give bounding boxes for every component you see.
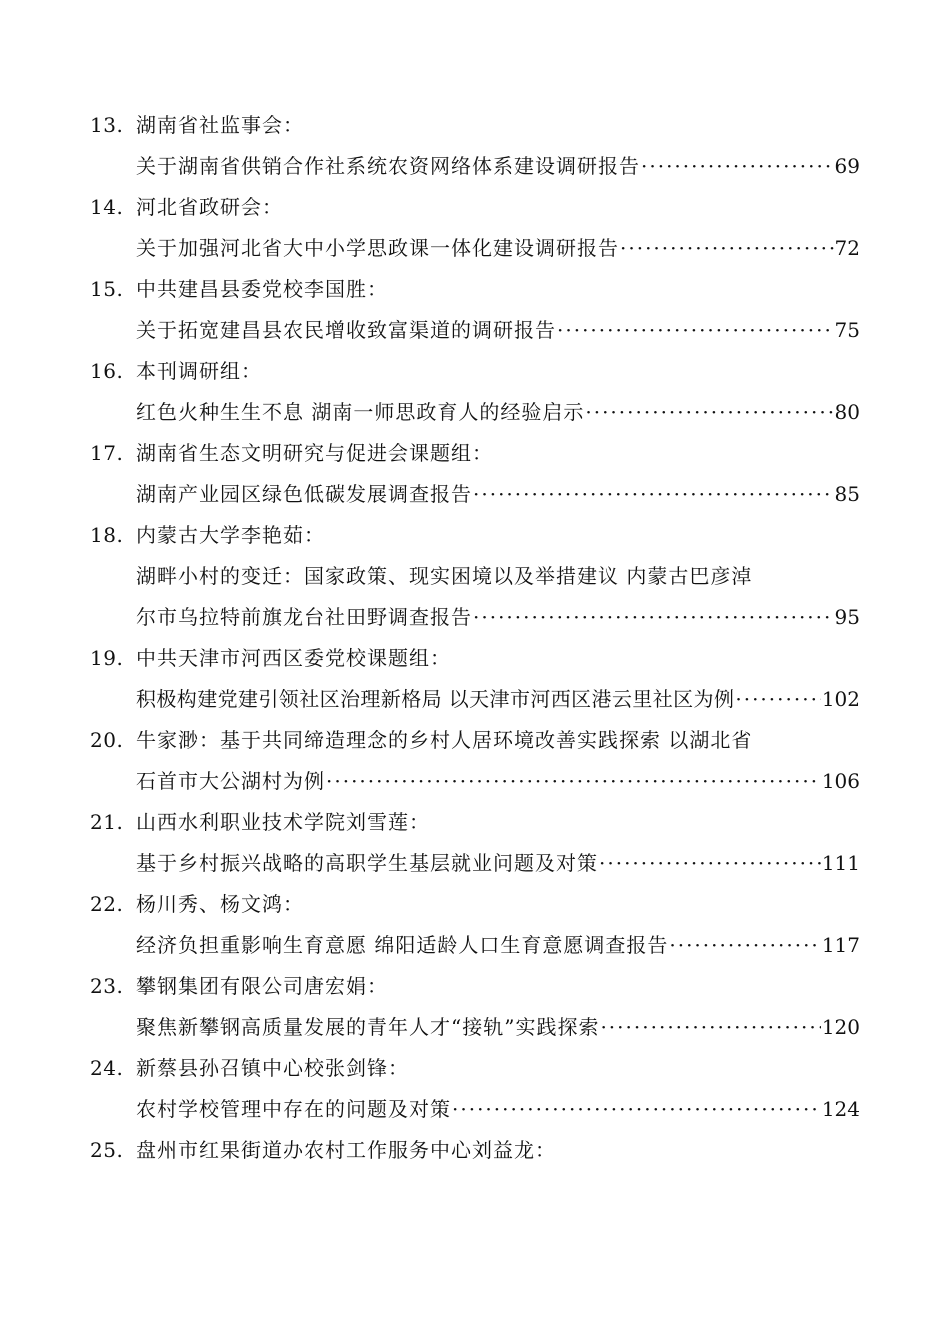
entry-number: 14. — [90, 195, 124, 219]
toc-entry — [90, 187, 860, 269]
entry-title: 聚焦新攀钢高质量发展的青年人才“接轨”实践探索 — [136, 1015, 600, 1039]
entry-author: 湖南省生态文明研究与促进会课题组： — [136, 441, 493, 465]
entry-title: 湖南产业园区绿色低碳发展调查报告 — [136, 482, 472, 506]
dot-leader — [473, 474, 834, 515]
entry-number: 20. — [90, 728, 124, 752]
page-number: 120 — [821, 1015, 860, 1039]
entry-title-line[interactable] — [90, 925, 860, 966]
entry-title: 经济负担重影响生育意愿 绵阳适龄人口生育意愿调查报告 — [136, 933, 669, 957]
entry-author: 盘州市红果街道办农村工作服务中心刘益龙： — [136, 1138, 556, 1162]
entry-title-line[interactable] — [90, 310, 860, 351]
dot-leader — [641, 146, 834, 187]
page-number: 124 — [821, 1097, 860, 1121]
entry-title-line[interactable] — [90, 556, 860, 597]
entry-author: 中共建昌县委党校李国胜： — [136, 277, 388, 301]
entry-number: 25. — [90, 1138, 124, 1162]
entry-number: 22. — [90, 892, 124, 916]
toc-entry — [90, 269, 860, 351]
entry-author: 河北省政研会： — [136, 195, 283, 219]
page-number: 72 — [834, 236, 860, 260]
entry-author: 内蒙古大学李艳茹： — [136, 523, 325, 547]
page-number: 75 — [834, 318, 860, 342]
entry-number: 24. — [90, 1056, 124, 1080]
dot-leader — [620, 228, 834, 269]
toc-entry — [90, 351, 860, 433]
toc-entry — [90, 720, 860, 802]
dot-leader — [557, 310, 834, 351]
entry-number: 19. — [90, 646, 124, 670]
toc-entry — [90, 966, 860, 1048]
entry-title: 石首市大公湖村为例 — [136, 769, 325, 793]
entry-title-line[interactable] — [90, 843, 860, 884]
entry-number: 15. — [90, 277, 124, 301]
entry-author: 湖南省社监事会： — [136, 113, 304, 137]
entry-title-line[interactable] — [90, 228, 860, 269]
entry-title-line[interactable] — [90, 761, 860, 802]
entry-author: 攀钢集团有限公司唐宏娟： — [136, 974, 388, 998]
toc-entry — [90, 638, 860, 720]
entry-title-line[interactable] — [90, 597, 860, 638]
dot-leader — [452, 1089, 821, 1130]
toc-entry — [90, 433, 860, 515]
entry-number: 13. — [90, 113, 124, 137]
entry-author: 本刊调研组： — [136, 359, 262, 383]
page-number: 69 — [834, 154, 860, 178]
entry-title: 农村学校管理中存在的问题及对策 — [136, 1097, 451, 1121]
page-number: 106 — [821, 769, 860, 793]
entry-title: 湖畔小村的变迁：国家政策、现实困境以及举措建议 内蒙古巴彦淖 — [136, 564, 753, 588]
dot-leader — [735, 679, 820, 720]
page-number: 117 — [821, 933, 860, 957]
page-number: 95 — [834, 605, 860, 629]
entry-title-line[interactable] — [90, 474, 860, 515]
toc-entry — [90, 1130, 860, 1171]
entry-title: 积极构建党建引领社区治理新格局 以天津市河西区港云里社区为例 — [136, 687, 735, 711]
entry-title: 关于拓宽建昌县农民增收致富渠道的调研报告 — [136, 318, 556, 342]
page-number: 102 — [821, 687, 860, 711]
dot-leader — [600, 1007, 820, 1048]
entry-title-continued: 尔市乌拉特前旗龙台社田野调查报告 — [136, 605, 472, 629]
page-number: 85 — [834, 482, 860, 506]
dot-leader — [326, 761, 821, 802]
entry-title-line[interactable] — [90, 679, 860, 720]
entry-title: 关于加强河北省大中小学思政课一体化建设调研报告 — [136, 236, 619, 260]
page-number: 111 — [821, 851, 860, 875]
entry-author: 杨川秀、杨文鸿： — [136, 892, 304, 916]
page-number: 80 — [834, 400, 860, 424]
table-of-contents — [90, 105, 860, 1171]
entry-number: 16. — [90, 359, 124, 383]
dot-leader — [669, 925, 820, 966]
entry-title-line[interactable] — [90, 146, 860, 187]
entry-title-line[interactable] — [90, 1007, 860, 1048]
entry-title: 红色火种生生不息 湖南一师思政育人的经验启示 — [136, 400, 585, 424]
entry-title-line[interactable] — [90, 1089, 860, 1130]
entry-number: 23. — [90, 974, 124, 998]
entry-author: 山西水利职业技术学院刘雪莲： — [136, 810, 430, 834]
entry-author: 牛家渺：基于共同缔造理念的乡村人居环境改善实践探索 以湖北省 — [136, 728, 753, 752]
toc-entry — [90, 1048, 860, 1130]
entry-title: 基于乡村振兴战略的高职学生基层就业问题及对策 — [136, 851, 598, 875]
toc-entry — [90, 515, 860, 638]
entry-title-line[interactable] — [90, 392, 860, 433]
entry-author: 新蔡县孙召镇中心校张剑锋： — [136, 1056, 409, 1080]
entry-number: 17. — [90, 441, 124, 465]
dot-leader — [585, 392, 833, 433]
dot-leader — [473, 597, 834, 638]
toc-entry — [90, 105, 860, 187]
entry-title: 关于湖南省供销合作社系统农资网络体系建设调研报告 — [136, 154, 640, 178]
toc-entry — [90, 802, 860, 884]
dot-leader — [599, 843, 821, 884]
entry-number: 21. — [90, 810, 124, 834]
entry-number: 18. — [90, 523, 124, 547]
entry-author: 中共天津市河西区委党校课题组： — [136, 646, 451, 670]
toc-entry — [90, 884, 860, 966]
